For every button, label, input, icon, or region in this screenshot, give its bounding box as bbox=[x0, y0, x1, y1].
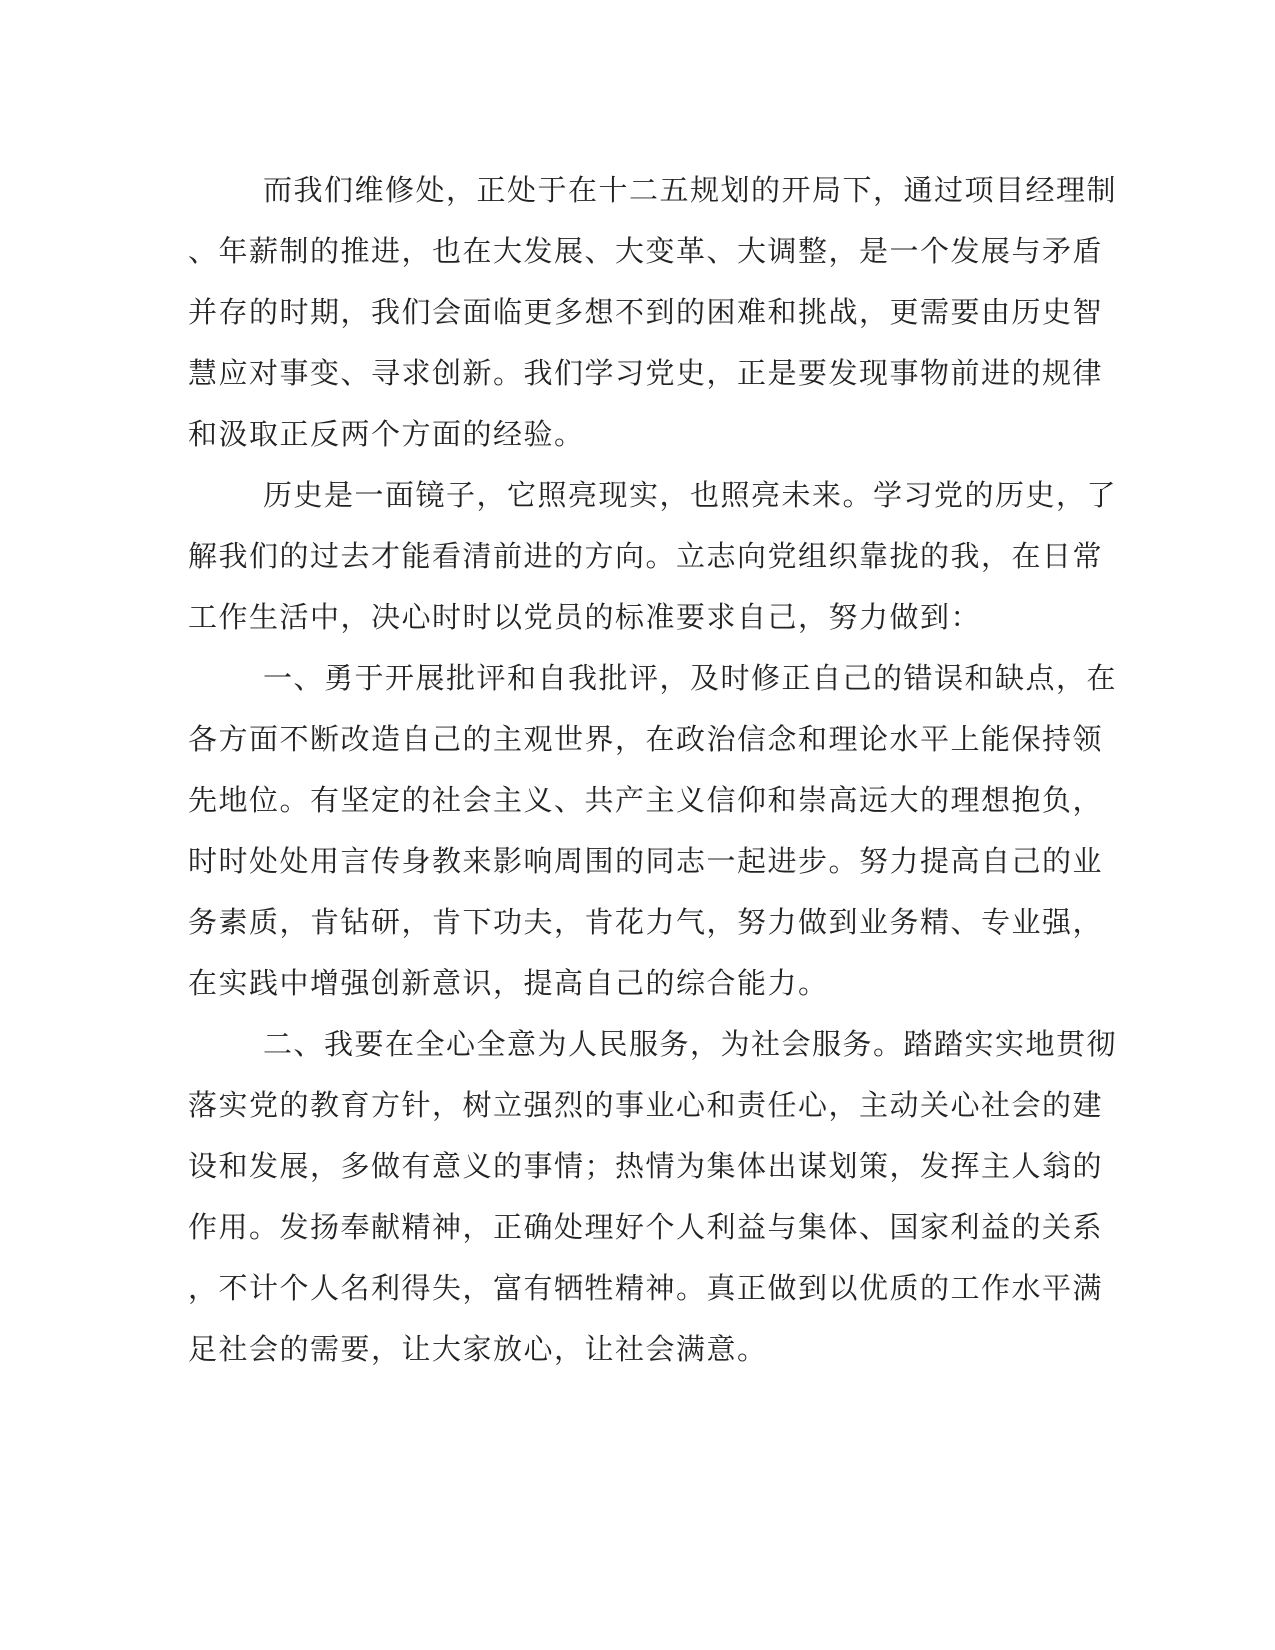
text-line: 和汲取正反两个方面的经验。 bbox=[188, 417, 585, 451]
text-line: 二、我要在全心全意为人民服务，为社会服务。踏踏实实地贯彻 bbox=[263, 1027, 1118, 1061]
text-line: 慧应对事变、寻求创新。我们学习党史，正是要发现事物前进的规律 bbox=[188, 356, 1104, 390]
text-line: 落实党的教育方针，树立强烈的事业心和责任心，主动关心社会的建 bbox=[188, 1088, 1104, 1122]
text-line: 足社会的需要，让大家放心，让社会满意。 bbox=[188, 1332, 768, 1366]
document-body bbox=[188, 160, 1118, 1380]
paragraph-1 bbox=[188, 160, 1118, 465]
text-line: 务素质，肯钻研，肯下功夫，肯花力气，努力做到业务精、专业强， bbox=[188, 905, 1104, 939]
text-line: 作用。发扬奉献精神，正确处理好个人利益与集体、国家利益的关系 bbox=[188, 1210, 1104, 1244]
text-line: 解我们的过去才能看清前进的方向。立志向党组织靠拢的我，在日常 bbox=[188, 539, 1104, 573]
text-line: 历史是一面镜子，它照亮现实，也照亮未来。学习党的历史，了 bbox=[263, 478, 1118, 512]
text-line: ，不计个人名利得失，富有牺牲精神。真正做到以优质的工作水平满 bbox=[188, 1271, 1104, 1305]
text-line: 并存的时期，我们会面临更多想不到的困难和挑战，更需要由历史智 bbox=[188, 295, 1104, 329]
paragraph-3 bbox=[188, 648, 1118, 1014]
text-line: 设和发展，多做有意义的事情；热情为集体出谋划策，发挥主人翁的 bbox=[188, 1149, 1104, 1183]
text-line: 各方面不断改造自己的主观世界，在政治信念和理论水平上能保持领 bbox=[188, 722, 1104, 756]
paragraph-2 bbox=[188, 465, 1118, 648]
text-line: 一、勇于开展批评和自我批评，及时修正自己的错误和缺点，在 bbox=[263, 661, 1118, 695]
paragraph-4 bbox=[188, 1014, 1118, 1380]
text-line: 时时处处用言传身教来影响周围的同志一起进步。努力提高自己的业 bbox=[188, 844, 1104, 878]
text-line: 而我们维修处，正处于在十二五规划的开局下，通过项目经理制 bbox=[263, 173, 1118, 207]
text-line: 在实践中增强创新意识，提高自己的综合能力。 bbox=[188, 966, 829, 1000]
text-line: 工作生活中，决心时时以党员的标准要求自己，努力做到： bbox=[188, 600, 982, 634]
text-line: 、年薪制的推进，也在大发展、大变革、大调整，是一个发展与矛盾 bbox=[188, 234, 1104, 268]
text-line: 先地位。有坚定的社会主义、共产主义信仰和崇高远大的理想抱负， bbox=[188, 783, 1104, 817]
